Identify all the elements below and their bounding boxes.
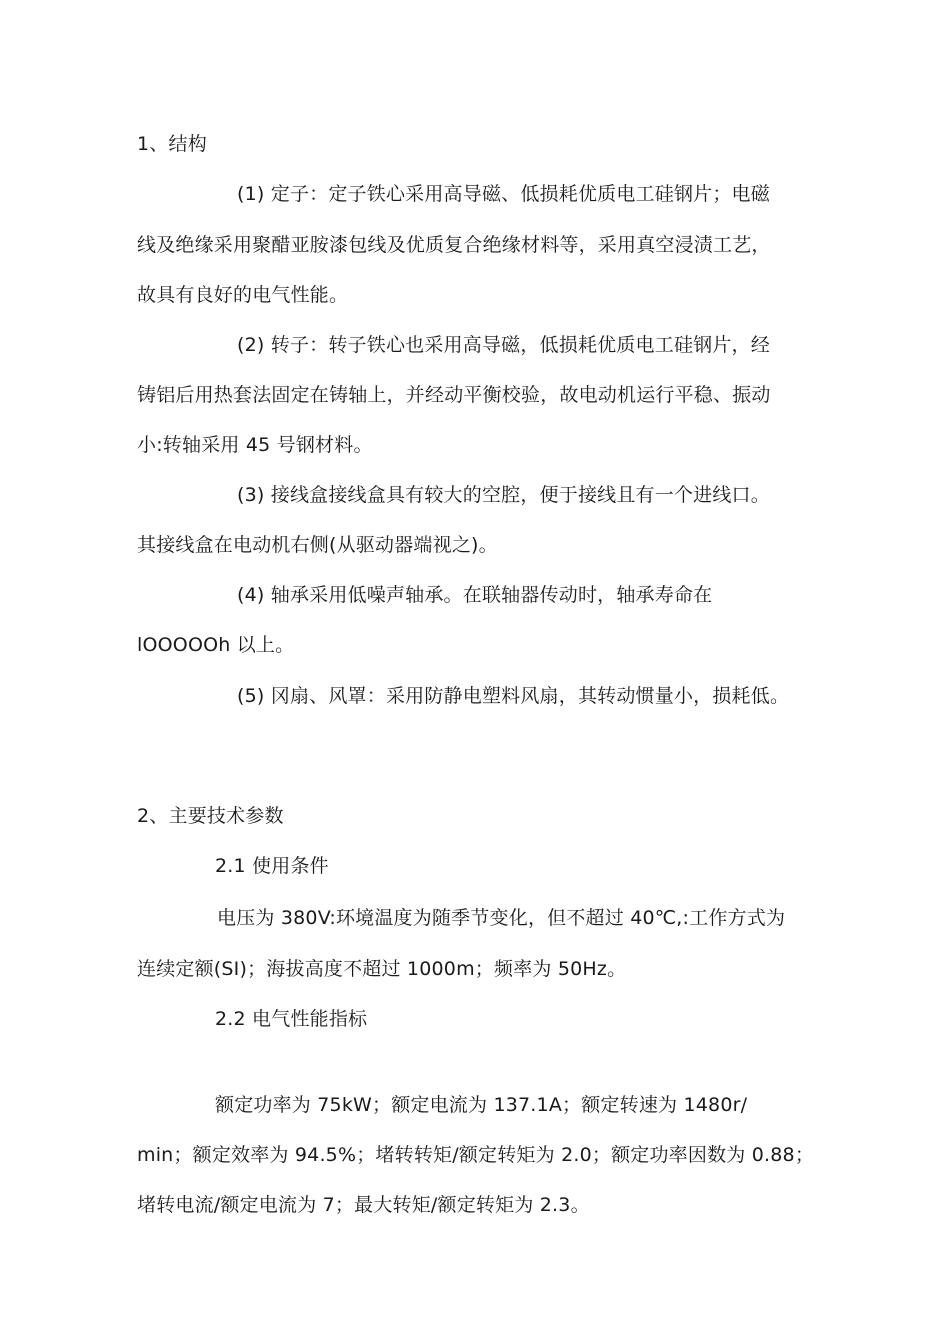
item-3-line-2: 其接线盒在电动机右侧(从驱动器端视之)。: [137, 534, 498, 556]
conditions-line-2: 连续定额(SI)；海拔高度不超过 1000m；频率为 50Hz。: [137, 958, 627, 980]
item-5-line-1: (5) 冈扇、风罩：采用防静电塑料风扇，其转动惯量小，损耗低。: [237, 685, 790, 707]
item-2-line-2: 铸铝后用热套法固定在铸轴上，并经动平衡校验，故电动机运行平稳、振动: [137, 384, 771, 406]
item-2-line-3: 小:转轴采用 45 号钢材料。: [137, 434, 373, 456]
conditions-line-1: 电压为 380V:环境温度为随季节变化，但不超过 40℃,:工作方式为: [217, 907, 786, 929]
item-3-line-1: (3) 接线盒接线盒具有较大的空腔，便于接线且有一个进线口。: [237, 484, 770, 506]
subsection-2-2-title: 2.2 电气性能指标: [215, 1008, 368, 1030]
section-1-heading: 1、结构: [137, 133, 207, 155]
performance-line-2: min；额定效率为 94.5%；堵转转矩/额定转矩为 2.0；额定功率因数为 0.88；: [137, 1144, 815, 1166]
item-1-line-1: (1) 定子：定子铁心采用高导磁、低损耗优质电工硅钢片；电磁: [237, 183, 770, 205]
item-1-line-3: 故具有良好的电气性能。: [137, 284, 349, 306]
item-4-line-1: (4) 轴承采用低噪声轴承。在联轴器传动时，轴承寿命在: [237, 584, 713, 606]
item-1-line-2: 线及绝缘采用聚醋亚胺漆包线及优质复合绝缘材料等，采用真空浸渍工艺，: [137, 234, 771, 256]
performance-line-3: 堵转电流/额定电流为 7；最大转矩/额定转矩为 2.3。: [137, 1194, 590, 1216]
subsection-2-1-title: 2.1 使用条件: [215, 855, 329, 877]
section-2-heading: 2、主要技术参数: [137, 805, 284, 827]
performance-line-1: 额定功率为 75kW；额定电流为 137.1A；额定转速为 1480r/: [215, 1094, 748, 1116]
item-2-line-1: (2) 转子：转子铁心也采用高导磁，低损耗优质电工硅钢片，经: [237, 334, 770, 356]
item-4-line-2: lOOOOOh 以上。: [137, 634, 295, 656]
